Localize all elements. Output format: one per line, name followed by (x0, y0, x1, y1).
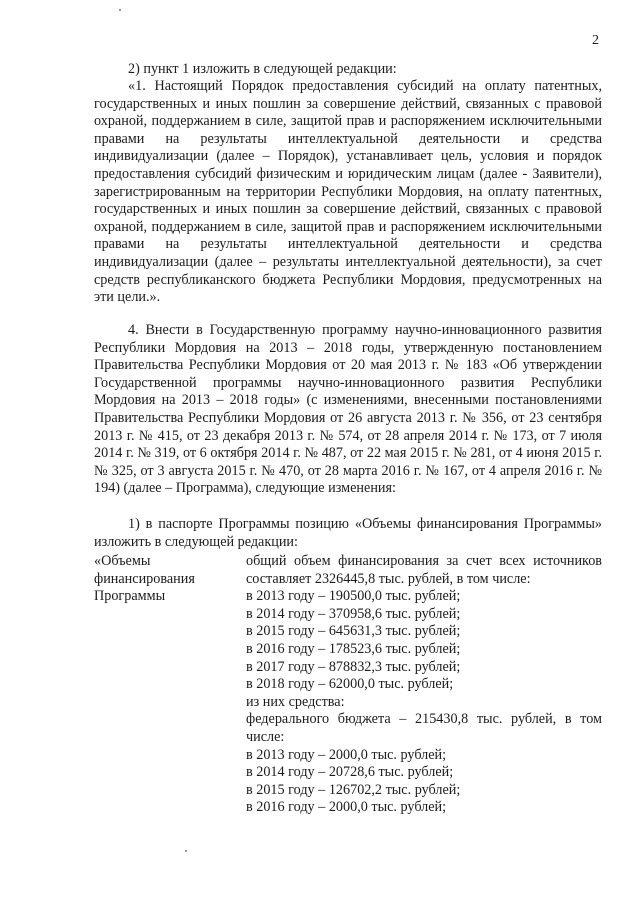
financing-table-values (246, 553, 602, 817)
financing-table-label (94, 553, 234, 606)
quote-paragraph (94, 78, 602, 307)
year-federal-line: в 2016 году – 2000,0 тыс. рублей; (246, 799, 447, 816)
year-total-line: в 2014 году – 370958,6 тыс. рублей; (246, 605, 461, 622)
sources-label: из них средства: (246, 693, 345, 710)
item4-paragraph-text: 4. Внести в Государственную программу научно-инновационного развития Республики Мордовия на 2013 – 2018 годы, утвержденную постановлением Правительства Республики Мордовия от 20 мая 2013 г. № 183 «Об утверждении Государственной программы научно-инновационного развития Республики Мордовия на 2013 – 2018 годы» (с изменениями, внесенными постановлениями Правительства Республики Мордовия от 26 августа 2013 г. № 356, от 23 сентября 2013 г. № 415, от 23 декабря 2013 г. № 574, от 28 апреля 2014 г. № 173, от 7 июля 2014 г. № 319, от 6 октября 2014 г. № 487, от 22 мая 2015 г. № 281, от 4 июня 2015 г. № 325, от 3 августа 2015 г. № 470, от 28 марта 2016 г. № 167, от 4 апреля 2016 г. № 194) (далее – Программа), следующие изменения: (94, 322, 602, 497)
year-total-line: в 2018 году – 62000,0 тыс. рублей; (246, 676, 454, 693)
year-total-line: в 2013 году – 190500,0 тыс. рублей; (246, 588, 461, 605)
intro-paragraph: 2) пункт 1 изложить в следующей редакции: (128, 61, 397, 77)
year-federal-line: в 2013 году – 2000,0 тыс. рублей; (246, 746, 447, 763)
federal-budget-text: федерального бюджета – 215430,8 тыс. рублей, в том числе: (246, 711, 602, 745)
label-line: Программы (94, 588, 166, 605)
scan-speck (119, 9, 121, 11)
page-number: 2 (592, 33, 599, 48)
quote-paragraph-text: «1. Настоящий Порядок предоставления субсидий на оплату патентных, государственных и иных пошлин за совершение действий, связанных с правовой охраной, поддержанием в силе, защитой прав и распоряжением исключительными правами на результаты интеллектуальной деятельности и средства индивидуализации (далее – Порядок), устанавливает цель, условия и порядок предоставления субсидий физическим и юридическим лицам (далее - Заявители), зарегистрированным на территории Республики Мордовия, на оплату патентных, государственных и иных пошлин за совершение действий, связанных с правовой охраной, поддержанием в силе, защитой прав и распоряжением исключительными правами на результаты интеллектуальной деятельности и средства индивидуализации (далее – результаты интеллектуальной деятельности), за счет средств республиканского бюджета Республики Мордовия, предусмотренных на эти цели.». (94, 78, 602, 306)
year-total-line: в 2017 году – 878832,3 тыс. рублей; (246, 658, 461, 675)
year-federal-line: в 2014 году – 20728,6 тыс. рублей; (246, 764, 454, 781)
total-financing-text: общий объем финансирования за счет всех источников составляет 2326445,8 тыс. рублей, в том числе: (246, 553, 602, 587)
item1-paragraph (94, 516, 602, 551)
year-total-line: в 2016 году – 178523,6 тыс. рублей; (246, 640, 461, 657)
label-line: финансирования (94, 570, 195, 587)
year-total-line: в 2015 году – 645631,3 тыс. рублей; (246, 623, 461, 640)
year-federal-line: в 2015 году – 126702,2 тыс. рублей; (246, 781, 461, 798)
scan-speck (185, 850, 187, 852)
label-line: «Объемы (94, 553, 151, 569)
item1-paragraph-text: 1) в паспорте Программы позицию «Объемы финансирования Программы» изложить в следующей редакции: (94, 516, 602, 550)
item4-paragraph (94, 322, 602, 498)
